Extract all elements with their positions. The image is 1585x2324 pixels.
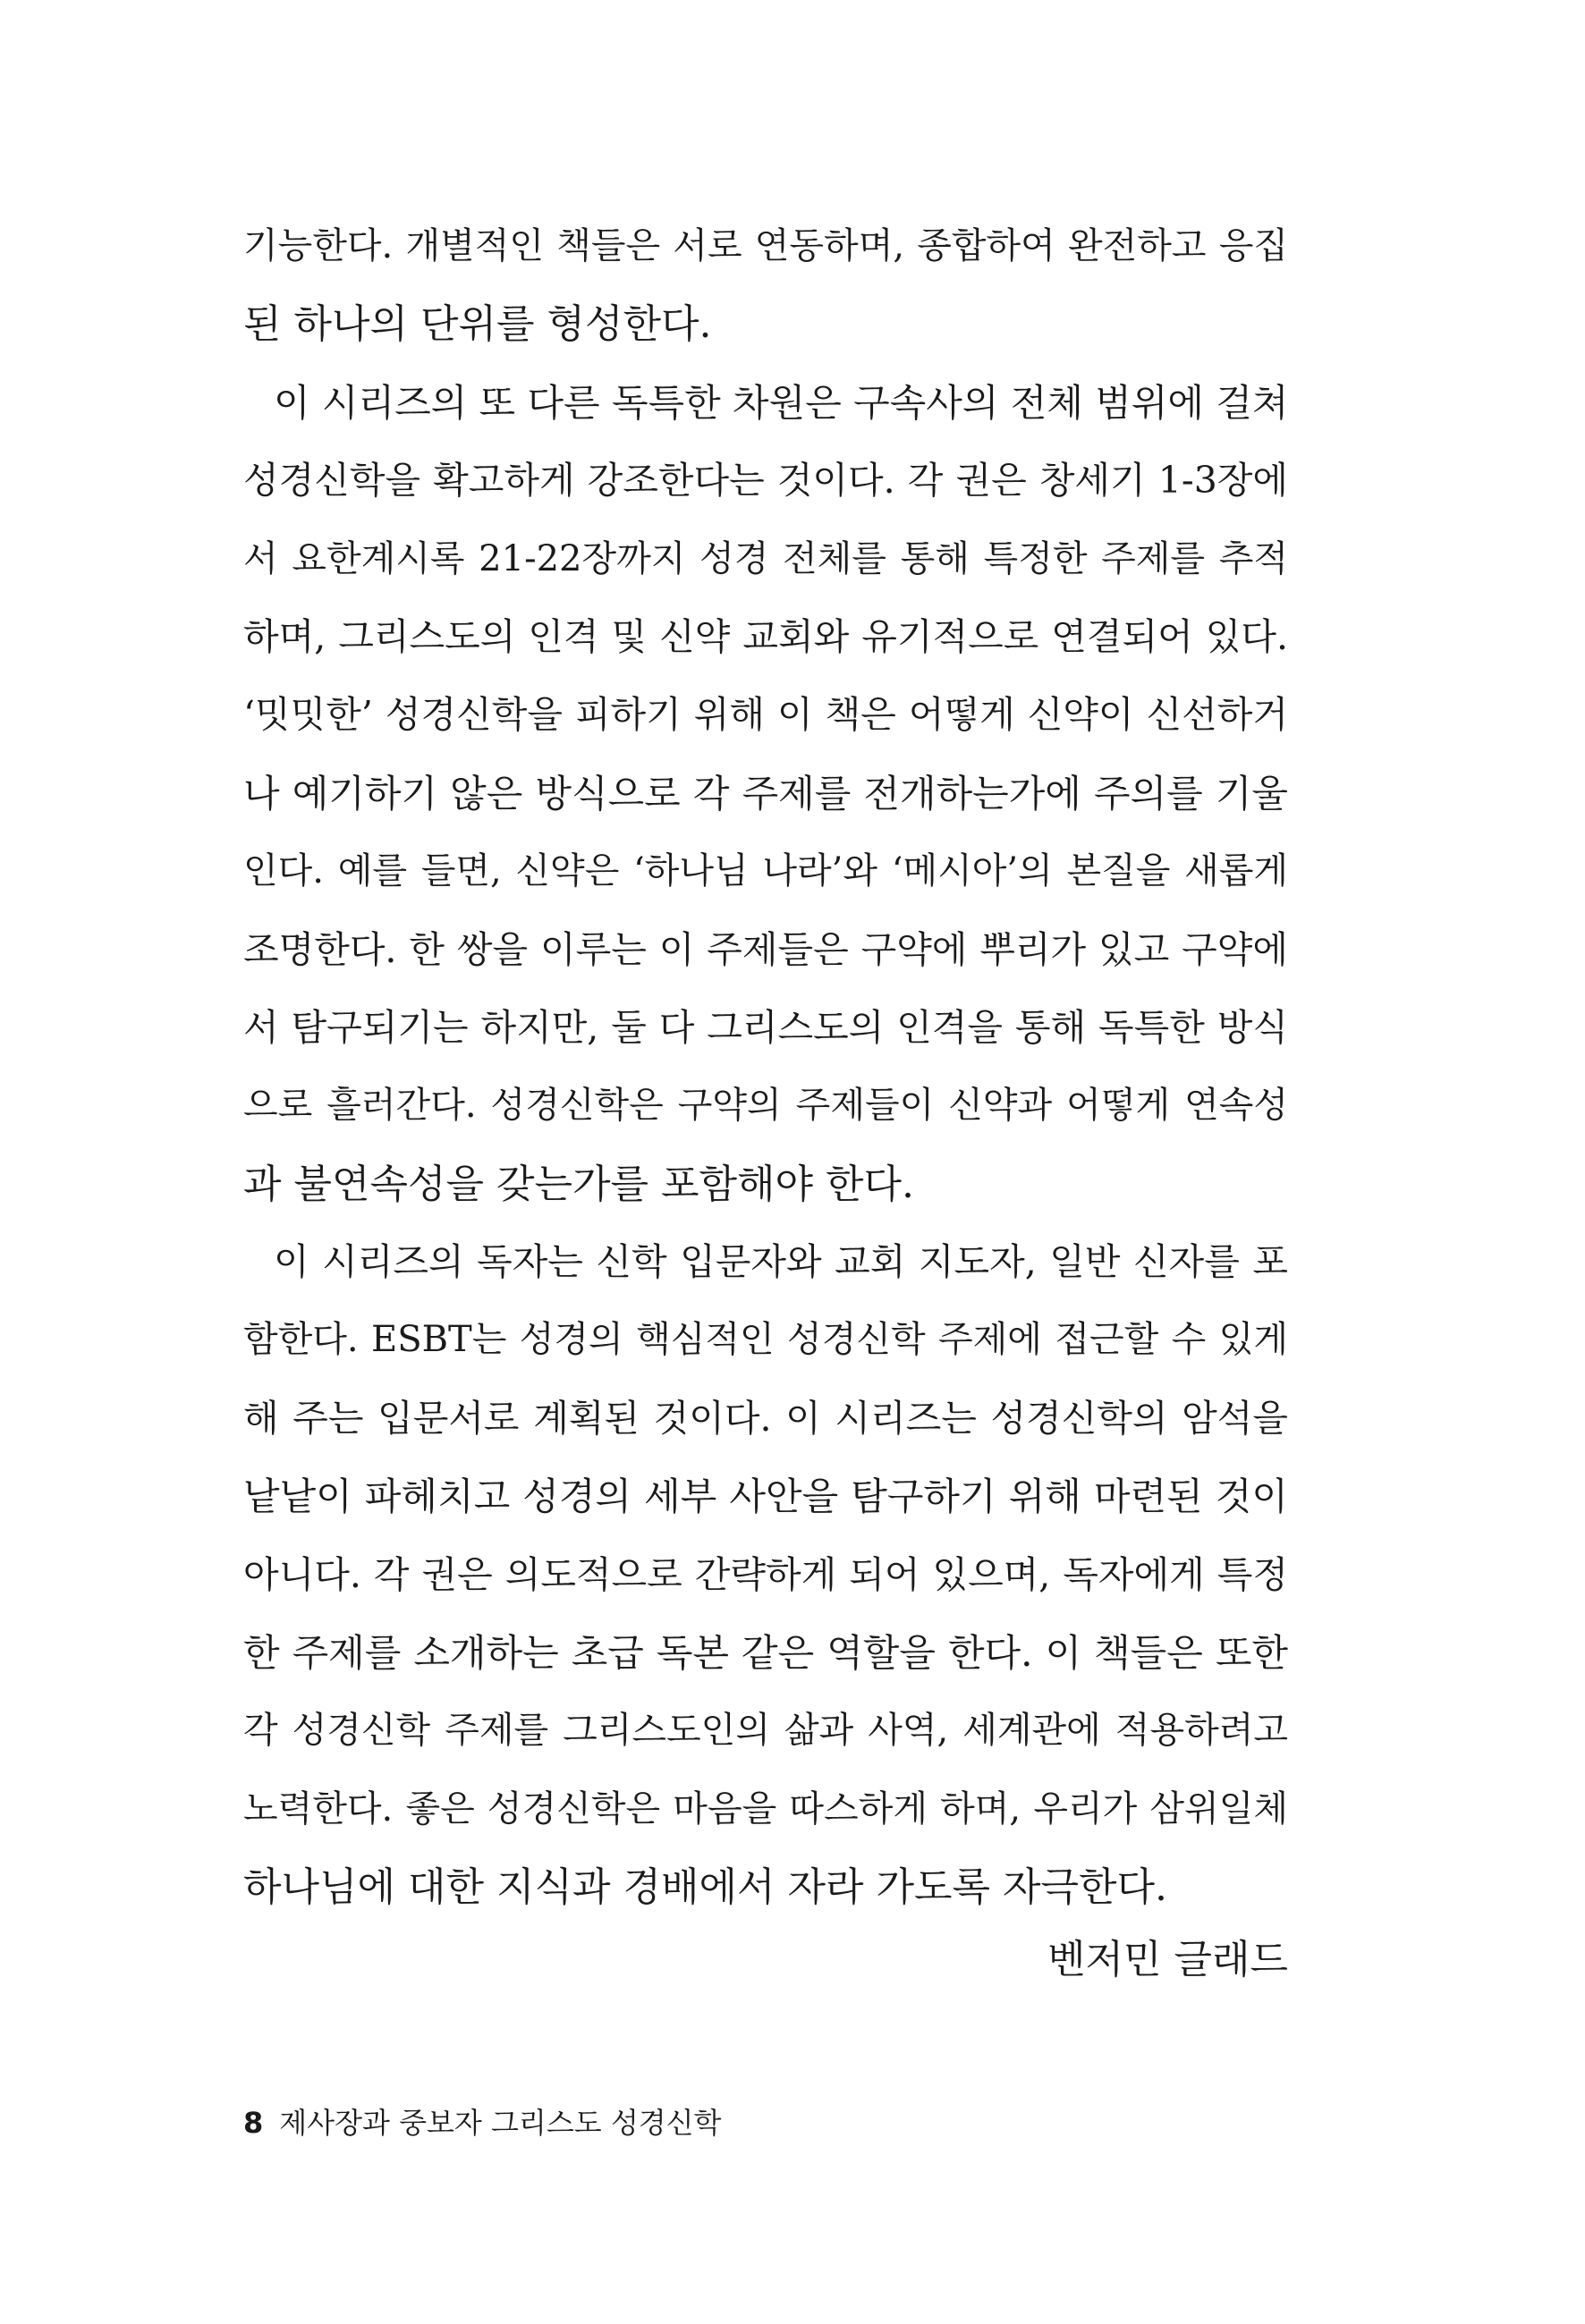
text-line: 인다. 예를 들면, 신약은 ‘하나님 나라’와 ‘메시아’의 본질을 새롭게 xyxy=(243,850,1288,892)
text-line: 이 시리즈의 독자는 신학 입문자와 교회 지도자, 일반 신자를 포 xyxy=(274,1240,1288,1284)
page-footer xyxy=(243,2103,721,2142)
text-line: ‘밋밋한’ 성경신학을 피하기 위해 이 책은 어떻게 신약이 신선하거 xyxy=(243,693,1288,737)
page-number: 8 xyxy=(243,2106,264,2140)
text-line: 기능한다. 개별적인 책들은 서로 연동하며, 종합하여 완전하고 응집 xyxy=(243,225,1288,266)
running-title: 제사장과 중보자 그리스도 성경신학 xyxy=(279,2106,722,2140)
text-line: 과 불연속성을 갖는가를 포함해야 한다. xyxy=(243,1161,914,1207)
text-line: 이 시리즈의 또 다른 독특한 차원은 구속사의 전체 범위에 걸쳐 xyxy=(274,380,1289,425)
text-line: 한 주제를 소개하는 초급 독본 같은 역할을 한다. 이 책들은 또한 xyxy=(243,1631,1288,1676)
author-signature: 벤저민 글래드 xyxy=(1047,1937,1288,1982)
text-line: 아니다. 각 권은 의도적으로 간략하게 되어 있으며, 독자에게 특정 xyxy=(243,1552,1288,1596)
text-line: 나 예기하기 않은 방식으로 각 주제를 전개하는가에 주의를 기울 xyxy=(243,771,1288,816)
body-text xyxy=(243,207,1288,1927)
text-line: 함한다. ESBT는 성경의 핵심적인 성경신학 주제에 접근할 수 있게 xyxy=(243,1319,1288,1361)
text-line: 서 탐구되기는 하지만, 둘 다 그리스도의 인격을 통해 독특한 방식 xyxy=(243,1005,1288,1049)
text-line: 된 하나의 단위를 형성한다. xyxy=(243,301,712,348)
text-line: 해 주는 입문서로 계획된 것이다. 이 시리즈는 성경신학의 암석을 xyxy=(243,1396,1288,1440)
text-line: 각 성경신학 주제를 그리스도인의 삶과 사역, 세계관에 적용하려고 xyxy=(243,1710,1288,1752)
text-line: 으로 흘러간다. 성경신학은 구약의 주제들이 신약과 어떻게 연속성 xyxy=(243,1085,1288,1127)
text-line: 낱낱이 파헤치고 성경의 세부 사안을 탐구하기 위해 마련된 것이 xyxy=(243,1475,1288,1519)
text-line: 서 요한계시록 21-22장까지 성경 전체를 통해 특정한 주제를 추적 xyxy=(243,537,1288,579)
text-line: 성경신학을 확고하게 강조한다는 것이다. 각 권은 창세기 1-3장에 xyxy=(243,459,1288,503)
text-line: 조명한다. 한 쌍을 이루는 이 주제들은 구약에 뿌리가 있고 구약에 xyxy=(243,927,1288,971)
text-line: 노력한다. 좋은 성경신학은 마음을 따스하게 하며, 우리가 삼위일체 xyxy=(243,1787,1288,1830)
text-line: 하며, 그리스도의 인격 및 신약 교회와 유기적으로 연결되어 있다. xyxy=(243,614,1288,658)
text-line: 하나님에 대한 지식과 경배에서 자라 가도록 자극한다. xyxy=(243,1864,1167,1911)
